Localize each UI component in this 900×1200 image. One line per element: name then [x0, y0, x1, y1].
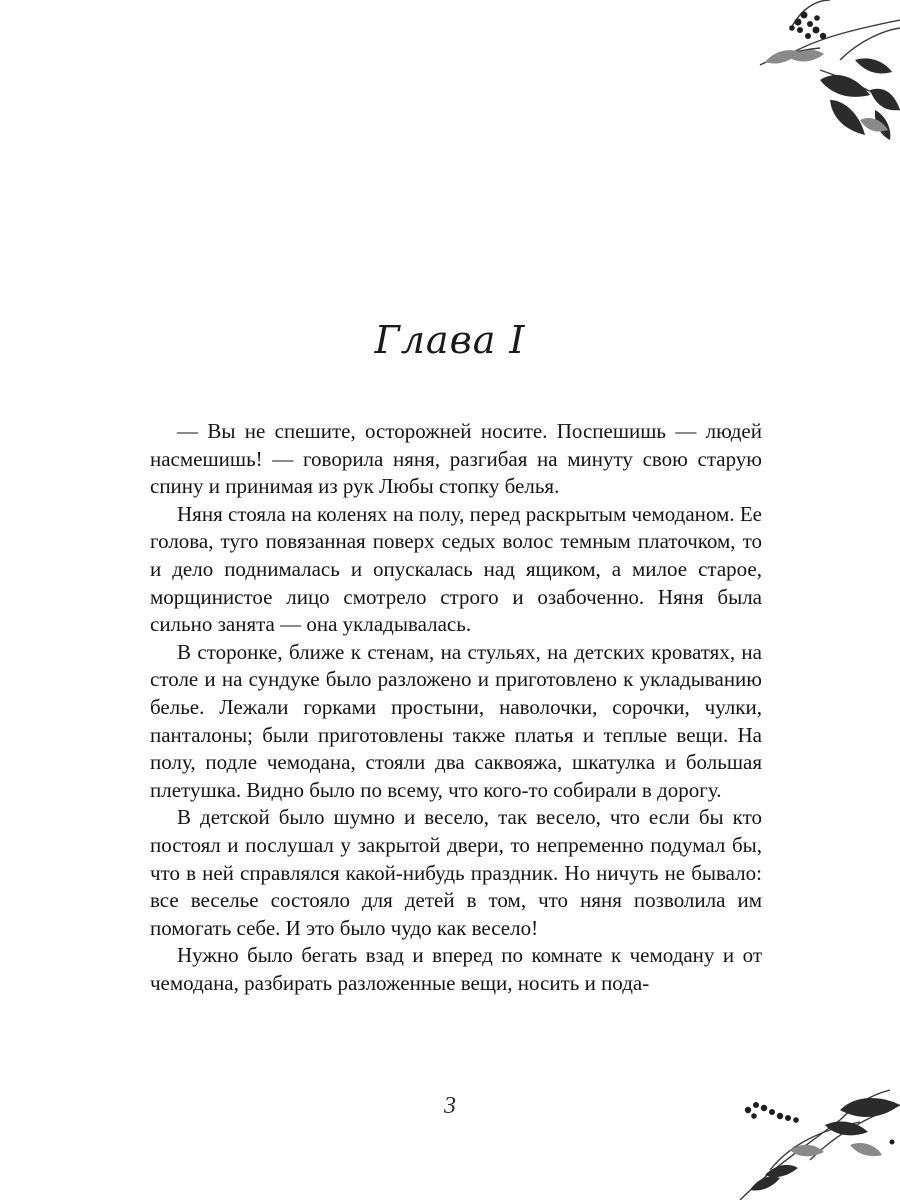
bottom-floral-ornament: [730, 1050, 900, 1200]
top-floral-ornament: [720, 0, 900, 150]
paragraph-4: В детской было шумно и весело, так весело, что если бы кто постоял и послушал у закрытой двери, то непременно подумал бы, что в ней справлялся какой-нибудь праздник. Но ничуть не бывало: все веселье состояло для детей в том, что няня позволила им помогать себе. И это было чудо как весело!: [150, 805, 762, 940]
paragraph-1: — Вы не спешите, осторожней носите. Поспешишь — людей насмешишь! — говорила няня, разгибая на минуту свою старую спину и принимая из рук Любы стопку белья.: [150, 419, 762, 499]
paragraph-5: Нужно было бегать взад и вперед по комнате к чемодану и от чемодана, разбирать разложенные вещи, носить и пода-: [150, 943, 762, 995]
body-text: [150, 418, 762, 997]
chapter-title: Глава I: [374, 318, 526, 362]
page-number: 3: [444, 1093, 456, 1119]
paragraph-3: В сторонке, ближе к стенам, на стульях, на детских кроватях, на столе и на сундуке было разложено и приготовлено к укладыванию белье. Лежали горками простыни, наволочки, сорочки, чулки, панталоны; были приготовлены также платья и теплые вещи. На полу, подле чемодана, стояли два саквояжа, шкатулка и большая плетушка. Видно было по всему, что кого-то собирали в дорогу.: [150, 639, 762, 802]
paragraph-2: Няня стояла на коленях на полу, перед раскрытым чемоданом. Ее голова, туго повязанная поверх седых волос темным платочком, то и дело поднималась и опускалась над ящиком, а милое старое, морщинистое лицо смотрело строго и озабоченно. Няня была сильно занята — она укладывалась.: [150, 501, 762, 637]
